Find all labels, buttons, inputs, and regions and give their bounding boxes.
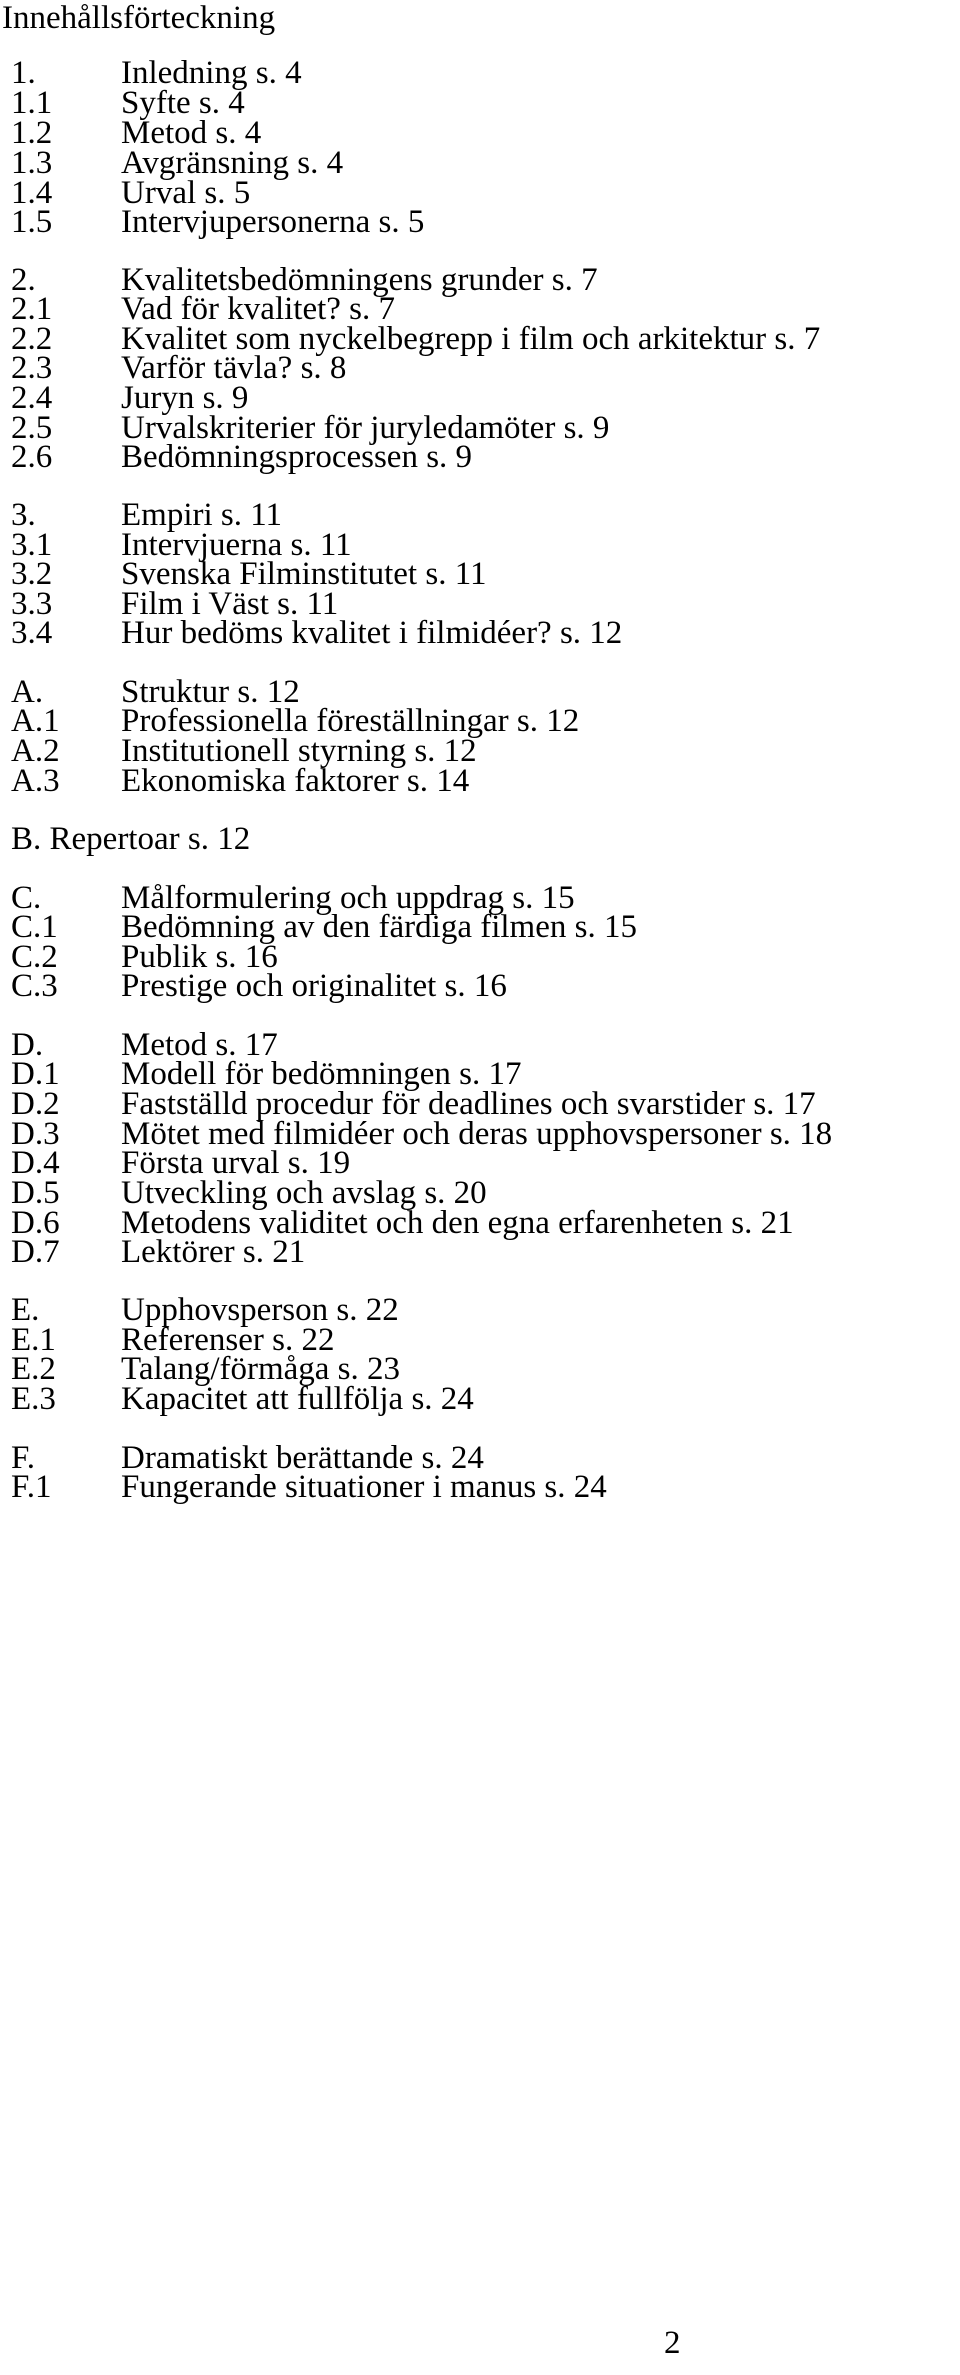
toc-entry-number: D.2 [11,1086,60,1122]
toc-entry-number: D.6 [11,1205,60,1241]
toc-entry-number: 2.3 [11,350,53,386]
toc-entry-text: Referenser s. 22 [121,1322,335,1358]
toc-entry-number: D.5 [11,1175,60,1211]
toc-entry-text: Svenska Filminstitutet s. 11 [121,556,487,592]
toc-entry-text: Metodens validitet och den egna erfarenheten s. 21 [121,1205,794,1241]
toc-entry-text: Fastställd procedur för deadlines och svarstider s. 17 [121,1086,816,1122]
toc-entry-text: Upphovsperson s. 22 [121,1292,399,1328]
toc-entry-text: Urval s. 5 [121,175,251,211]
toc-entry-number: D.7 [11,1234,60,1270]
toc-entry-text: Lektörer s. 21 [121,1234,306,1270]
toc-entry-number: 2.6 [11,439,53,475]
toc-entry-text: Inledning s. 4 [121,55,302,91]
toc-entry-number: 3.3 [11,586,53,622]
toc-entry-text: Varför tävla? s. 8 [121,350,347,386]
toc-entry-text: Bedömningsprocessen s. 9 [121,439,473,475]
toc-entry-text: Metod s. 17 [121,1027,278,1063]
toc-entry-text: Ekonomiska faktorer s. 14 [121,763,470,799]
toc-entry-number: C.2 [11,939,58,975]
toc-entry-text: Målformulering och uppdrag s. 15 [121,880,575,916]
toc-entry-text: Avgränsning s. 4 [121,145,344,181]
toc-entry-number: 1. [11,55,36,91]
toc-entry-text: Utveckling och avslag s. 20 [121,1175,487,1211]
toc-entry-text: Struktur s. 12 [121,674,300,710]
toc-entry-number: D. [11,1027,44,1063]
toc-entry-number: D.3 [11,1116,60,1152]
toc-entry-number: 2.4 [11,380,53,416]
toc-entry-text: Film i Väst s. 11 [121,586,339,622]
toc-entry-number: 2.2 [11,321,53,357]
toc-entry-text: Metod s. 4 [121,115,262,151]
toc-entry-number: E.1 [11,1322,56,1358]
toc-entry-number: 1.3 [11,145,53,181]
toc-entry-text: Mötet med filmidéer och deras upphovspersoner s. 18 [121,1116,833,1152]
toc-entry-number: 2.1 [11,291,53,327]
toc-entry-number: 1.5 [11,204,53,240]
toc-entry-number: E. [11,1292,40,1328]
toc-entry-text: Kvalitet som nyckelbegrepp i film och arkitektur s. 7 [121,321,821,357]
toc-entry-text: Publik s. 16 [121,939,278,975]
toc-entry-number: 2.5 [11,410,53,446]
toc-entry-text: Institutionell styrning s. 12 [121,733,477,769]
toc-entry-number: 3.1 [11,527,53,563]
toc-entry-number: A. [11,674,44,710]
toc-entry-text: Prestige och originalitet s. 16 [121,968,507,1004]
toc-entry-text: Första urval s. 19 [121,1145,351,1181]
toc-entry-number: C.3 [11,968,58,1004]
toc-entry-number: A.3 [11,763,60,799]
toc-entry-text: Juryn s. 9 [121,380,249,416]
toc-entry-number: A.1 [11,703,60,739]
toc-entry-text: Intervjuerna s. 11 [121,527,352,563]
toc-entry-text: Hur bedöms kvalitet i filmidéer? s. 12 [121,615,623,651]
toc-entry-number: A.2 [11,733,60,769]
toc-entry-number: 3.2 [11,556,53,592]
toc-entry-text: Dramatiskt berättande s. 24 [121,1440,484,1476]
toc-entry-number: E.3 [11,1381,56,1417]
toc-entry-text: Urvalskriterier för juryledamöter s. 9 [121,410,610,446]
toc-entry-text: Fungerande situationer i manus s. 24 [121,1469,607,1505]
toc-entry-text: Kvalitetsbedömningens grunder s. 7 [121,262,598,298]
toc-entry-number: E.2 [11,1351,56,1387]
toc-entry-text: Vad för kvalitet? s. 7 [121,291,396,327]
toc-entry-text: Modell för bedömningen s. 17 [121,1056,522,1092]
toc-entry-number: 1.2 [11,115,53,151]
toc-entry-number: D.1 [11,1056,60,1092]
toc-entry-number: F. [11,1440,35,1476]
toc-entry-text: Empiri s. 11 [121,497,283,533]
toc-entry-number: C.1 [11,909,58,945]
toc-entry-number: 2. [11,262,36,298]
page-number: 2 [664,2325,681,2361]
toc-entry-number: 3. [11,497,36,533]
toc-entry-text: Kapacitet att fullfölja s. 24 [121,1381,474,1417]
toc-entry-number: F.1 [11,1469,52,1505]
toc-entry-text: Professionella föreställningar s. 12 [121,703,580,739]
toc-entry-number: D.4 [11,1145,60,1181]
toc-entry-number: C. [11,880,42,916]
toc-entry-text: B. Repertoar s. 12 [11,821,251,857]
toc-entry-text: Bedömning av den färdiga filmen s. 15 [121,909,637,945]
toc-entry-number: 1.1 [11,85,53,121]
toc-entry-text: Talang/förmåga s. 23 [121,1351,401,1387]
toc-title: Innehållsförteckning [2,0,276,36]
toc-entry-number: 3.4 [11,615,53,651]
toc-entry-number: 1.4 [11,175,53,211]
toc-entry-text: Intervjupersonerna s. 5 [121,204,425,240]
toc-entry-text: Syfte s. 4 [121,85,245,121]
